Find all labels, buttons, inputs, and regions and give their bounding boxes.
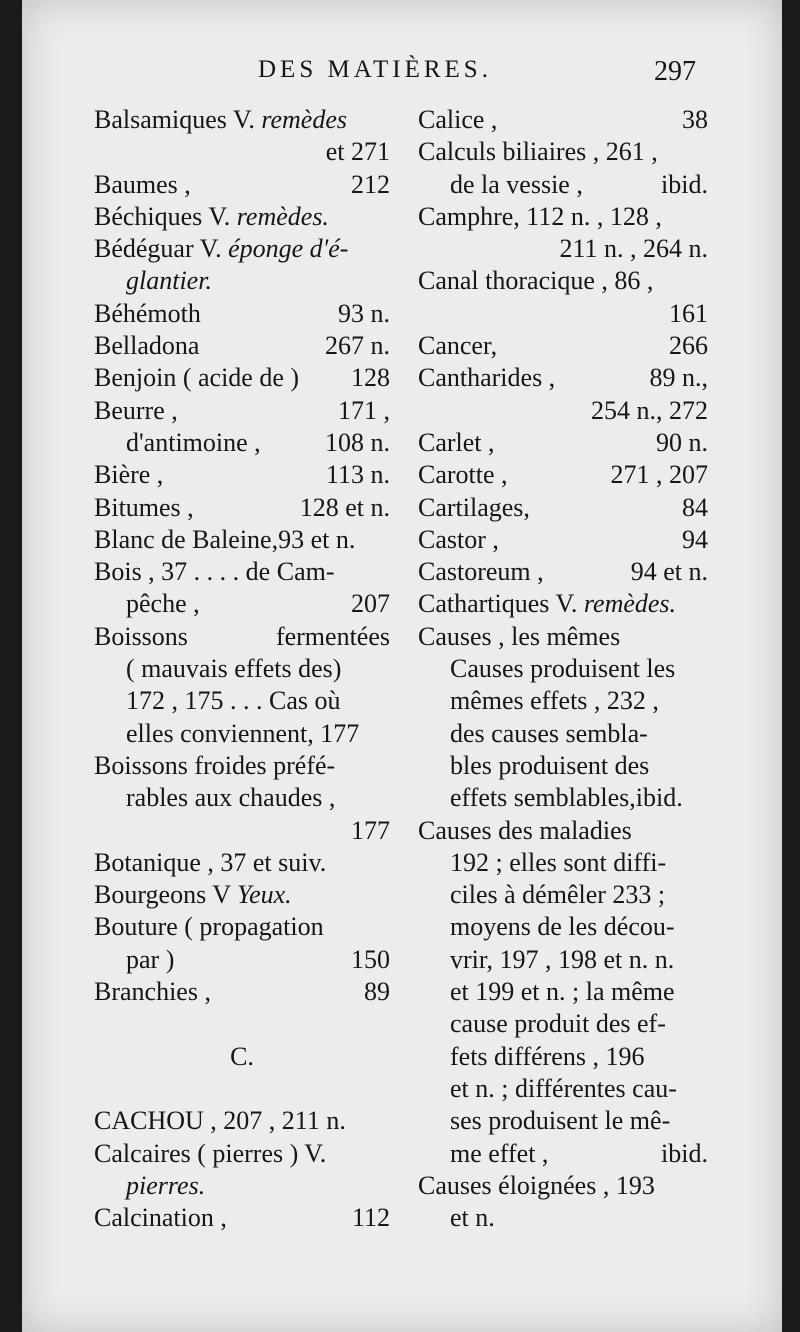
entry-text: Cantharides , bbox=[418, 363, 556, 393]
index-entry-line bbox=[94, 815, 390, 847]
entry-text: de la vessie , bbox=[450, 169, 583, 199]
entry-term bbox=[450, 1073, 677, 1105]
entry-term bbox=[94, 556, 335, 588]
index-entry-line bbox=[418, 911, 708, 943]
entry-term bbox=[94, 233, 348, 265]
section-letter bbox=[94, 1041, 390, 1073]
entry-term bbox=[450, 1008, 666, 1040]
index-column-left bbox=[94, 104, 390, 1234]
entry-text: Calculs biliaires , 261 , bbox=[418, 137, 658, 167]
entry-text: ses produisent le mê- bbox=[450, 1106, 671, 1136]
entry-page-ref: 113 n. bbox=[325, 460, 390, 490]
entry-term bbox=[450, 1105, 670, 1137]
entry-text: et n. bbox=[450, 1203, 495, 1233]
entry-page-ref: 112 bbox=[351, 1203, 390, 1233]
index-entry-line bbox=[94, 1170, 390, 1202]
index-entry-line bbox=[418, 750, 708, 782]
index-entry-line bbox=[418, 944, 708, 976]
entry-term bbox=[418, 556, 544, 588]
entry-term bbox=[418, 492, 530, 524]
index-column-right bbox=[418, 104, 708, 1234]
entry-term bbox=[450, 1041, 644, 1073]
entry-term bbox=[450, 976, 675, 1008]
index-entry-line bbox=[418, 298, 708, 330]
entry-page-ref: 171 , bbox=[338, 395, 390, 425]
entry-term bbox=[230, 1041, 254, 1073]
entry-page-ref: fermentées bbox=[275, 621, 390, 651]
entry-term bbox=[450, 911, 675, 943]
entry-text: Calice , bbox=[418, 105, 498, 134]
entry-term bbox=[94, 492, 194, 524]
entry-term bbox=[94, 847, 326, 879]
entry-text: Causes , les mêmes bbox=[418, 621, 621, 651]
index-entry-line bbox=[418, 782, 708, 814]
entry-term bbox=[94, 879, 292, 911]
entry-text: Cancer, bbox=[418, 331, 498, 361]
entry-term bbox=[418, 265, 653, 297]
entry-page-ref: 89 bbox=[364, 977, 390, 1007]
entry-term bbox=[94, 524, 355, 556]
entry-text: Botanique , 37 et suiv. bbox=[94, 847, 327, 877]
entry-crossref: Yeux. bbox=[237, 880, 292, 910]
index-entry-line bbox=[418, 1008, 708, 1040]
index-entry-line bbox=[94, 685, 390, 717]
entry-text: Bouture ( propagation bbox=[94, 912, 324, 942]
entry-text: Causes éloignées , 193 bbox=[418, 1170, 655, 1200]
entry-text: C. bbox=[230, 1041, 254, 1071]
entry-term bbox=[418, 427, 495, 459]
entry-text: cause produit des ef- bbox=[450, 1009, 666, 1039]
entry-text: Blanc de Baleine,93 et n. bbox=[94, 524, 356, 554]
index-entry-line bbox=[94, 653, 390, 685]
entry-term bbox=[450, 685, 659, 717]
entry-term bbox=[126, 782, 335, 814]
index-entry-line bbox=[418, 685, 708, 717]
entry-text: elles conviennent, 177 bbox=[126, 718, 360, 748]
entry-text: fets différens , 196 bbox=[450, 1041, 645, 1071]
entry-text: bles produisent des bbox=[450, 750, 650, 780]
entry-term bbox=[94, 1138, 326, 1170]
index-entry-line bbox=[418, 879, 708, 911]
entry-term bbox=[94, 362, 299, 394]
entry-page-ref: 108 n. bbox=[325, 427, 390, 457]
entry-term bbox=[450, 750, 649, 782]
index-entry-line bbox=[94, 427, 390, 459]
entry-page-ref: 89 n., bbox=[649, 363, 708, 393]
entry-page-ref: 150 bbox=[351, 944, 390, 974]
entry-page-ref: 94 bbox=[682, 524, 708, 554]
index-entry-line bbox=[94, 847, 390, 879]
entry-term bbox=[418, 104, 497, 136]
entry-page-ref: et 271 bbox=[325, 137, 390, 167]
entry-text: d'antimoine , bbox=[126, 427, 261, 457]
index-entry-line bbox=[94, 879, 390, 911]
index-entry-line bbox=[418, 976, 708, 1008]
entry-text: Bière , bbox=[94, 460, 164, 490]
entry-term bbox=[418, 524, 499, 556]
page-header bbox=[22, 56, 782, 96]
entry-term bbox=[450, 1202, 495, 1234]
index-entry-line bbox=[418, 815, 708, 847]
entry-term bbox=[418, 1170, 655, 1202]
index-entry-line bbox=[94, 750, 390, 782]
entry-text: Baumes , bbox=[94, 169, 191, 199]
index-entry-line bbox=[418, 362, 708, 394]
entry-term bbox=[418, 621, 620, 653]
entry-text: Bitumes , bbox=[94, 492, 194, 522]
index-entry-line bbox=[418, 265, 708, 297]
entry-term bbox=[126, 427, 261, 459]
entry-page-ref: 38 bbox=[682, 105, 708, 134]
entry-term bbox=[94, 395, 178, 427]
index-entry-line bbox=[418, 1041, 708, 1073]
index-entry-line bbox=[94, 136, 390, 168]
entry-page-ref: 128 bbox=[351, 363, 390, 393]
index-entry-line bbox=[94, 395, 390, 427]
entry-page-ref: ibid. bbox=[661, 1138, 708, 1168]
entry-text: Beurre , bbox=[94, 395, 178, 425]
entry-crossref: remèdes. bbox=[236, 201, 329, 231]
index-entry-line bbox=[94, 621, 390, 653]
entry-text: et 199 et n. ; la même bbox=[450, 977, 675, 1007]
entry-term bbox=[126, 653, 341, 685]
entry-text: 192 ; elles sont diffi- bbox=[450, 847, 667, 877]
entry-text: Béchiques V. bbox=[94, 201, 237, 231]
index-entry-line bbox=[418, 621, 708, 653]
entry-text: Béhémoth bbox=[94, 298, 201, 328]
entry-term bbox=[94, 1105, 346, 1137]
index-entry-line bbox=[94, 944, 390, 976]
entry-page-ref: 84 bbox=[682, 492, 708, 522]
entry-term bbox=[418, 330, 497, 362]
entry-term bbox=[126, 1170, 205, 1202]
entry-term bbox=[94, 1202, 227, 1234]
entry-term bbox=[94, 976, 211, 1008]
entry-text: des causes sembla- bbox=[450, 718, 648, 748]
entry-text: mêmes effets , 232 , bbox=[450, 686, 659, 716]
blank-line bbox=[94, 1073, 390, 1105]
index-entry-line bbox=[418, 1170, 708, 1202]
entry-text: Belladona bbox=[94, 331, 200, 361]
entry-text: pêche , bbox=[126, 589, 200, 619]
entry-page-ref: 90 n. bbox=[656, 427, 708, 457]
index-entry-line bbox=[94, 524, 390, 556]
entry-page-ref: 211 n. , 264 n. bbox=[559, 234, 708, 264]
index-entry-line bbox=[418, 847, 708, 879]
entry-term bbox=[450, 879, 665, 911]
entry-term bbox=[418, 362, 555, 394]
entry-page-ref: 212 bbox=[351, 169, 390, 199]
entry-page-ref: 271 , 207 bbox=[610, 460, 708, 490]
index-entry-line bbox=[418, 136, 708, 168]
entry-text: Carlet , bbox=[418, 427, 495, 457]
entry-text: Boissons bbox=[94, 621, 188, 651]
entry-term bbox=[94, 298, 201, 330]
entry-term bbox=[94, 621, 188, 653]
entry-term bbox=[418, 815, 632, 847]
index-entry-line bbox=[418, 104, 708, 136]
entry-term bbox=[450, 847, 666, 879]
entry-text: moyens de les décou- bbox=[450, 912, 675, 942]
page-number: 297 bbox=[654, 56, 696, 87]
index-entry-line bbox=[94, 1138, 390, 1170]
entry-text: Calcaires ( pierres ) V. bbox=[94, 1138, 327, 1168]
entry-page-ref: 254 n., 272 bbox=[591, 395, 708, 425]
entry-text: Causes des maladies bbox=[418, 815, 632, 845]
entry-term bbox=[126, 685, 341, 717]
entry-crossref: pierres. bbox=[126, 1170, 206, 1200]
index-entry-line bbox=[94, 718, 390, 750]
entry-text: vrir, 197 , 198 et n. n. bbox=[450, 944, 675, 974]
index-entry-line bbox=[94, 362, 390, 394]
entry-page-ref: 266 bbox=[669, 331, 708, 361]
entry-crossref: éponge d'é- bbox=[228, 234, 349, 264]
entry-page-ref: 267 n. bbox=[325, 331, 390, 361]
entry-page-ref: 128 et n. bbox=[299, 492, 390, 522]
entry-term bbox=[418, 201, 662, 233]
index-entry-line bbox=[418, 330, 708, 362]
entry-page-ref: 207 bbox=[351, 589, 390, 619]
index-entry-line bbox=[418, 395, 708, 427]
entry-term bbox=[418, 136, 658, 168]
entry-term bbox=[126, 718, 359, 750]
entry-text: Cartilages, bbox=[418, 492, 530, 522]
entry-text: Canal thoracique , 86 , bbox=[418, 266, 654, 296]
entry-text: Boissons froides préfé- bbox=[94, 750, 336, 780]
index-entry-line bbox=[94, 1202, 390, 1234]
entry-text: Balsamiques V. bbox=[94, 105, 262, 134]
entry-term bbox=[450, 718, 648, 750]
entry-term bbox=[126, 944, 174, 976]
index-entry-line bbox=[94, 233, 390, 265]
index-entry-line bbox=[418, 718, 708, 750]
entry-text: Bédéguar V. bbox=[94, 234, 229, 264]
entry-term bbox=[418, 459, 508, 491]
entry-text: me effet , bbox=[450, 1138, 549, 1168]
index-entry-line bbox=[418, 653, 708, 685]
entry-term bbox=[94, 169, 191, 201]
index-entry-line bbox=[418, 1073, 708, 1105]
entry-crossref: glantier. bbox=[126, 266, 212, 296]
index-entry-line bbox=[94, 298, 390, 330]
entry-term bbox=[450, 944, 674, 976]
entry-term bbox=[94, 330, 199, 362]
index-entry-line bbox=[418, 524, 708, 556]
index-entry-line bbox=[94, 1105, 390, 1137]
entry-text: Calcination , bbox=[94, 1203, 227, 1233]
entry-text: par ) bbox=[126, 944, 175, 974]
entry-crossref: remèdes bbox=[261, 105, 347, 134]
index-entry-line bbox=[418, 233, 708, 265]
entry-text: ( mauvais effets des) bbox=[126, 654, 342, 684]
entry-text: Branchies , bbox=[94, 977, 211, 1007]
index-entry-line bbox=[418, 492, 708, 524]
entry-term bbox=[94, 750, 335, 782]
entry-text: Bourgeons V bbox=[94, 880, 238, 910]
index-entry-line bbox=[418, 556, 708, 588]
index-entry-line bbox=[94, 492, 390, 524]
running-title: DES MATIÈRES. bbox=[258, 56, 492, 83]
index-entry-line bbox=[94, 782, 390, 814]
index-entry-line bbox=[418, 201, 708, 233]
entry-text: et n. ; différentes cau- bbox=[450, 1073, 677, 1103]
entry-term bbox=[450, 1138, 548, 1170]
entry-term bbox=[94, 201, 329, 233]
index-entry-line bbox=[94, 265, 390, 297]
index-entry-line bbox=[94, 556, 390, 588]
entry-text: ciles à démêler 233 ; bbox=[450, 880, 666, 910]
index-entry-line bbox=[94, 169, 390, 201]
entry-page-ref: ibid. bbox=[661, 169, 708, 199]
index-entry-line bbox=[94, 201, 390, 233]
book-page bbox=[22, 0, 782, 1332]
index-entry-line bbox=[418, 588, 708, 620]
entry-text: Benjoin ( acide de ) bbox=[94, 363, 300, 393]
entry-page-ref: 161 bbox=[669, 298, 708, 328]
entry-text: CACHOU , 207 , 211 n. bbox=[94, 1106, 346, 1136]
entry-page-ref: 177 bbox=[351, 815, 390, 845]
index-entry-line bbox=[418, 459, 708, 491]
entry-term bbox=[126, 588, 200, 620]
index-entry-line bbox=[418, 1202, 708, 1234]
index-entry-line bbox=[418, 169, 708, 201]
entry-term bbox=[94, 104, 347, 136]
entry-text: Castor , bbox=[418, 524, 499, 554]
index-entry-line bbox=[418, 1138, 708, 1170]
index-entry-line bbox=[94, 330, 390, 362]
entry-page-ref: 94 et n. bbox=[630, 557, 708, 587]
entry-term bbox=[94, 459, 163, 491]
index-entry-line bbox=[418, 1105, 708, 1137]
entry-term bbox=[450, 169, 583, 201]
index-entry-line bbox=[94, 976, 390, 1008]
entry-text: effets semblables,ibid. bbox=[450, 783, 683, 813]
index-entry-line bbox=[94, 459, 390, 491]
entry-text: rables aux chaudes , bbox=[126, 783, 336, 813]
entry-page-ref: 93 n. bbox=[338, 298, 390, 328]
entry-term bbox=[450, 782, 683, 814]
entry-text: Camphre, 112 n. , 128 , bbox=[418, 201, 662, 231]
entry-term bbox=[450, 653, 675, 685]
entry-text: 172 , 175 . . . Cas où bbox=[126, 686, 341, 716]
blank-line bbox=[94, 1008, 390, 1040]
index-entry-line bbox=[418, 427, 708, 459]
index-entry-line bbox=[94, 104, 390, 136]
entry-text: Castoreum , bbox=[418, 557, 544, 587]
index-entry-line bbox=[94, 588, 390, 620]
entry-text: Cathartiques V. bbox=[418, 589, 584, 619]
index-entry-line bbox=[94, 911, 390, 943]
entry-crossref: remèdes. bbox=[583, 589, 677, 619]
entry-term bbox=[126, 265, 212, 297]
entry-term bbox=[94, 911, 324, 943]
entry-term bbox=[418, 588, 676, 620]
entry-text: Bois , 37 . . . . de Cam- bbox=[94, 557, 335, 587]
entry-text: Causes produisent les bbox=[450, 654, 676, 684]
entry-text: Carotte , bbox=[418, 460, 508, 490]
